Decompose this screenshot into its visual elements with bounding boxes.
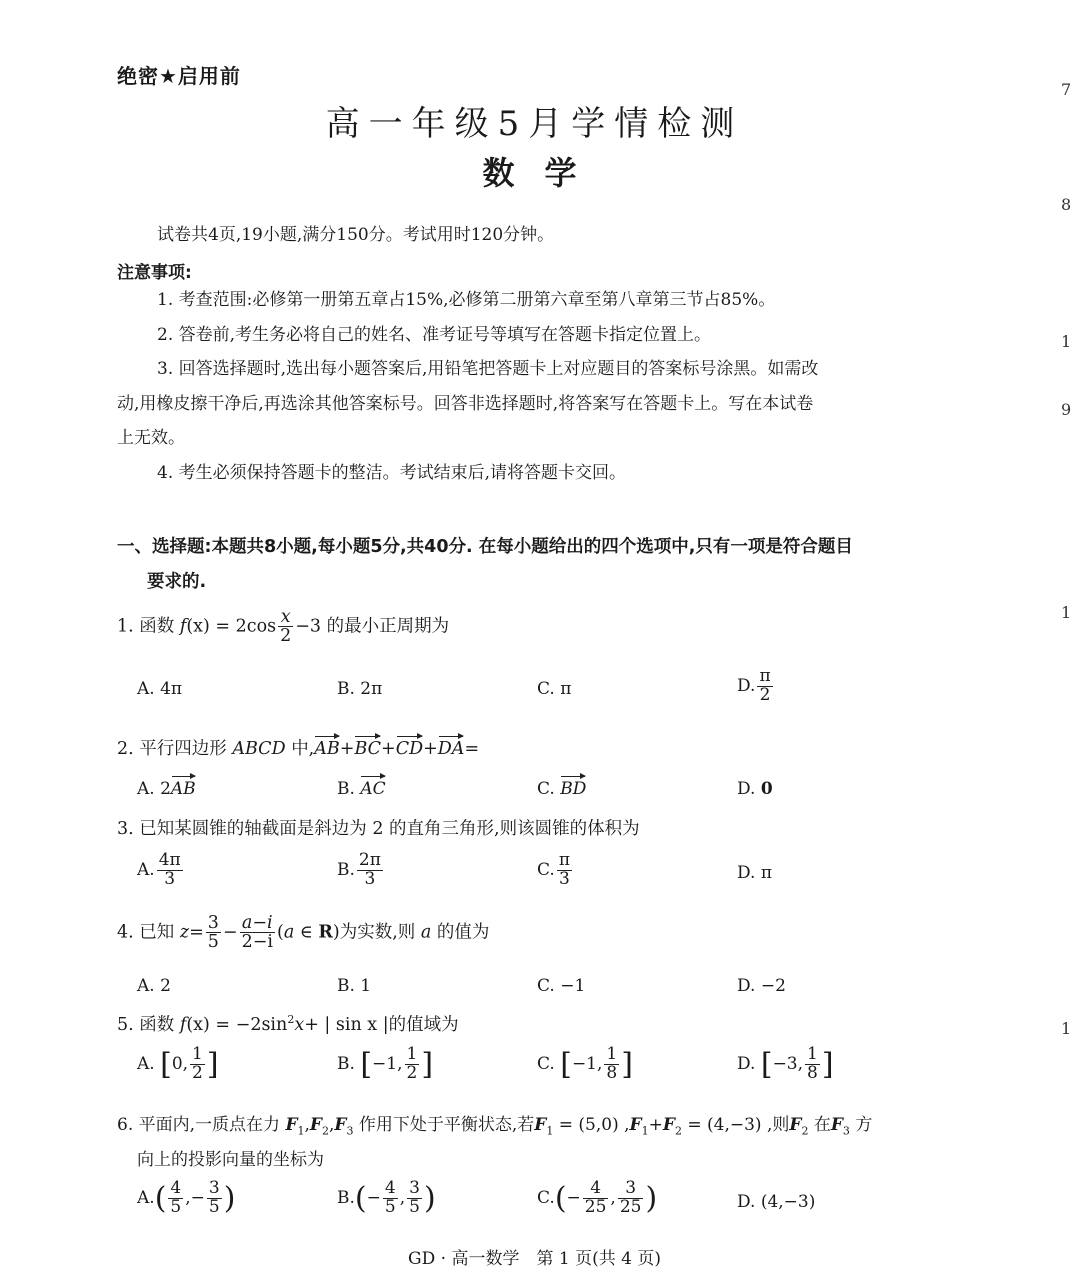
- option-d: D. −2: [737, 976, 786, 996]
- page-footer: GD · 高一数学 第 1 页(共 4 页): [408, 1249, 661, 1269]
- question-2: 2. 平行四边形 ABCD 中,AB+BC+CD+DA=: [117, 739, 480, 759]
- option-a: A. [0, $\frac{1}{2}$ ]: [137, 1044, 219, 1083]
- option-c: C. BD: [537, 779, 587, 799]
- option-d: D. 0: [737, 779, 773, 799]
- option-b: B. AC: [337, 779, 386, 799]
- notice-item: 1. 考查范围:必修第一册第五章占15%,必修第二册第六章至第八章第三节占85%。: [157, 290, 776, 310]
- option-d: D. (4,−3): [737, 1192, 816, 1212]
- option-d: D. [−3, $\frac{1}{8}$ ]: [737, 1044, 834, 1083]
- question-1: 1. 函数 f(x) = 2cos $\frac{x}{2}$ −3 的最小正周期为: [117, 607, 450, 647]
- option-a: A. 2: [137, 976, 171, 996]
- notice-heading: 注意事项:: [117, 263, 192, 283]
- option-b: B.(− $\frac{4}{5}$ , $\frac{3}{5}$ ): [337, 1178, 436, 1217]
- option-a: A.( $\frac{4}{5}$ ,− $\frac{3}{5}$ ): [137, 1178, 236, 1217]
- margin-mark: 1: [1061, 603, 1071, 622]
- confidential-label: 绝密★启用前: [117, 64, 241, 88]
- question-6: 6. 平面内,一质点在力 $F_1,F_2,F_3$ 作用下处于平衡状态,若$F_1 = (5,0) ,F_1+F_2 = (4,-3)$ ,则$F_2$ 在$F_3$ 方: [117, 1115, 873, 1138]
- option-c: C.(− $\frac{4}{25}$ , $\frac{3}{25}$ ): [537, 1178, 658, 1217]
- option-b: B. [−1, $\frac{1}{2}$ ]: [337, 1044, 434, 1083]
- margin-mark: 8: [1061, 195, 1071, 214]
- margin-mark: 1: [1061, 332, 1071, 351]
- option-a: A. 2AB: [137, 779, 196, 799]
- notice-item: 动,用橡皮擦干净后,再选涂其他答案标号。回答非选择题时,将答案写在答题卡上。写在本试卷: [117, 394, 814, 414]
- subject-title: 数学: [482, 154, 607, 192]
- option-b: B. 2π: [337, 679, 383, 699]
- question-6-cont: 向上的投影向量的坐标为: [137, 1150, 324, 1170]
- option-a: A. $\frac{4\pi}{3}$: [137, 850, 181, 889]
- option-c: C. [−1, $\frac{1}{8}$ ]: [537, 1044, 633, 1083]
- option-b: B. $\frac{2\pi}{3}$: [337, 850, 381, 889]
- question-5: 5. 函数 $f(x) = -2\sin^2x+$ | sin x |的值域为: [117, 1013, 459, 1035]
- option-d: D. π: [737, 863, 773, 883]
- exam-title: 高一年级5月学情检测: [325, 104, 744, 144]
- margin-mark: 9: [1061, 400, 1071, 419]
- option-c: C. π: [537, 679, 572, 699]
- section-heading: 一、选择题:本题共8小题,每小题5分,共40分. 在每小题给出的四个选项中,只有一项是符合题目: [117, 537, 853, 557]
- exam-intro: 试卷共4页,19小题,满分150分。考试用时120分钟。: [157, 225, 555, 245]
- question-4: 4. 已知 z= $\frac{3}{5}$ − $\frac{a-i}{2-i}$ (a ∈ R)为实数,则 a 的值为: [117, 913, 490, 953]
- question-3: 3. 已知某圆锥的轴截面是斜边为 2 的直角三角形,则该圆锥的体积为: [117, 819, 640, 839]
- margin-mark: 1: [1061, 1019, 1071, 1038]
- margin-mark: 7: [1061, 80, 1071, 99]
- option-a: A. 4π: [137, 679, 183, 699]
- notice-item: 3. 回答选择题时,选出每小题答案后,用铅笔把答题卡上对应题目的答案标号涂黑。如需改: [157, 359, 819, 379]
- option-d: D. $\frac{\pi}{2}$: [737, 666, 771, 705]
- notice-item: 上无效。: [117, 428, 185, 448]
- option-c: C. $\frac{\pi}{3}$: [537, 850, 570, 889]
- option-c: C. −1: [537, 976, 586, 996]
- option-b: B. 1: [337, 976, 372, 996]
- notice-item: 2. 答卷前,考生务必将自己的姓名、准考证号等填写在答题卡指定位置上。: [157, 325, 712, 345]
- section-heading-cont: 要求的.: [147, 572, 207, 592]
- notice-item: 4. 考生必须保持答题卡的整洁。考试结束后,请将答题卡交回。: [157, 463, 627, 483]
